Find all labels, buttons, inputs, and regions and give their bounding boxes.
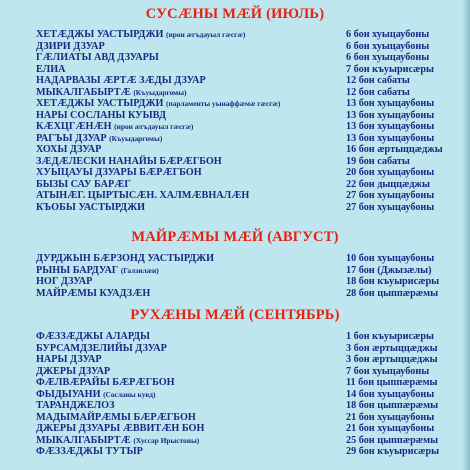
holiday-date: 16 бон æртыццæджы [346, 144, 443, 155]
holiday-note: (Сосланы кувд) [103, 389, 156, 399]
list-item [0, 265, 470, 277]
list-item [0, 41, 470, 53]
holiday-date: 18 бон къуырисæры [346, 276, 440, 287]
list-item [0, 389, 470, 401]
holiday-note: (ирон æгъдауыл гæсгæ) [166, 30, 246, 39]
holiday-note: (Галзилæн) [120, 265, 159, 275]
list-item [0, 87, 470, 99]
list-item [0, 253, 470, 265]
holiday-date: 29 бон къуырисæры [346, 446, 440, 457]
section-title-august: МАЙРÆМЫ МÆЙ (АВГУСТ) [131, 229, 339, 245]
holiday-name: БЫЗЫ САУ БАРÆГ [36, 178, 131, 190]
holiday-name: ДУРДЖЫН БÆРЗОНД УАСТЫРДЖИ [36, 253, 215, 264]
holiday-date: 25 бон цыппæрæмы [346, 434, 439, 446]
holiday-date: 27 бон хуыцаубоны [346, 201, 435, 213]
list-item [0, 98, 470, 110]
holiday-name: ХУЫЦАУЫ ДЗУАРЫ БÆРÆГБОН [36, 167, 202, 178]
holiday-name: НАРЫ СОСЛАНЫ КУЫВД [36, 109, 167, 121]
holiday-name: МАЙРÆМЫ КУАДЗÆН [36, 287, 151, 299]
holiday-list-july [0, 29, 470, 213]
holiday-name: ЕЛИА [36, 63, 66, 75]
holiday-name: ГÆЛИАТЫ АВД ДЗУАРЫ [36, 52, 159, 63]
holiday-list-august [0, 253, 470, 299]
holiday-name: МЫКАЛГАБЫРТÆ (Хуссар Ирыстоны) [36, 434, 200, 446]
holiday-date: 20 бон хуыцаубоны [346, 167, 435, 178]
holiday-note: (Хуссар Ирыстоны) [133, 435, 200, 445]
holiday-date: 12 бон сабаты [346, 75, 410, 86]
holiday-date: 22 бон дыццæджы [346, 178, 430, 190]
holiday-date: 7 бон хуыцаубоны [346, 365, 430, 377]
holiday-date: 12 бон сабаты [346, 86, 410, 98]
holiday-name: МАДЫМАЙРÆМЫ БÆРÆГБОН [36, 411, 196, 423]
holiday-name: НАРЫ ДЗУАР [36, 354, 102, 365]
holiday-date: 13 бон хуыцаубоны [346, 132, 435, 144]
list-item [0, 64, 470, 76]
holiday-date: 18 бон цыппæрæмы [346, 400, 439, 411]
holiday-date: 17 бон (Джызæлы) [346, 264, 432, 276]
holiday-note: (Къуыдаргомы) [109, 133, 163, 143]
holiday-name: ХЕТÆДЖЫ УАСТЫРДЖИ (ирон æгъдауыл гæсгæ) [36, 29, 246, 40]
holiday-name: ДЖЕРЫ ДЗУАРЫ ÆВВИТÆН БОН [36, 423, 205, 434]
holiday-date: 21 бон хуыцаубоны [346, 411, 435, 423]
list-item [0, 423, 470, 435]
holiday-name: ДЖЕРЫ ДЗУАР [36, 365, 111, 377]
holiday-name: ХЕТÆДЖЫ УАСТЫРДЖИ (парламенты уынаффæмæ гæсгæ) [36, 98, 281, 109]
list-item [0, 412, 470, 424]
holiday-name: ФЫДЫУАНИ (Сосланы кувд) [36, 388, 156, 400]
holiday-name: НАДАРВАЗЫ ÆРТÆ ЗÆДЫ ДЗУАР [36, 75, 206, 86]
holiday-date: 13 бон хуыцаубоны [346, 109, 435, 121]
holiday-date: 6 бон хуыцаубоны [346, 40, 430, 52]
holiday-date: 6 бон хуыцаубоны [346, 52, 430, 63]
list-item [0, 156, 470, 168]
list-item [0, 144, 470, 156]
list-item [0, 202, 470, 214]
holiday-date: 10 бон хуыцаубоны [346, 253, 435, 264]
list-item [0, 354, 470, 366]
holiday-name: КЪОБЫ УАСТЫРДЖИ [36, 201, 146, 213]
list-item [0, 121, 470, 133]
list-item [0, 377, 470, 389]
section-title-september: РУХÆНЫ МÆЙ (СЕНТЯБРЬ) [130, 307, 340, 323]
list-item [0, 366, 470, 378]
list-item [0, 190, 470, 202]
list-item [0, 435, 470, 447]
holiday-date: 3 бон æртыццæджы [346, 342, 438, 354]
page-fold-shadow [462, 0, 470, 470]
holiday-date: 21 бон хуыцаубоны [346, 423, 435, 434]
holiday-name: РЫНЫ БАРДУАГ (Галзилæн) [36, 264, 159, 276]
holiday-name: КÆХЦГÆНÆН (ирон æгъдауыл гæсгæ) [36, 121, 194, 132]
holiday-name: ХОХЫ ДЗУАР [36, 144, 102, 155]
holiday-date: 7 бон къуырисæры [346, 63, 435, 75]
list-item [0, 29, 470, 41]
holiday-name: ФÆЗЗÆДЖЫ АЛАРДЫ [36, 331, 150, 342]
holiday-note: (ирон æгъдауыл гæсгæ) [114, 122, 194, 131]
holiday-date: 28 бон цыппæрæмы [346, 287, 439, 299]
list-item [0, 179, 470, 191]
holiday-name: МЫКАЛГАБЫРТÆ (Къуыдаргомы) [36, 86, 187, 98]
holiday-date: 3 бон æртыццæджы [346, 354, 438, 365]
holiday-date: 11 бон цыппæрæмы [346, 377, 438, 388]
holiday-date: 6 бон хуыцаубоны [346, 29, 430, 40]
holiday-name: ФÆЗЗÆДЖЫ ТУТЫР [36, 446, 143, 457]
holiday-date: 14 бон хуыцаубоны [346, 388, 435, 400]
list-item [0, 276, 470, 288]
section-title-july: СУСÆНЫ МÆЙ (ИЮЛЬ) [145, 6, 325, 22]
holiday-name: БУРСАМДЗЕЛИЙЫ ДЗУАР [36, 342, 167, 354]
list-item [0, 288, 470, 300]
list-item [0, 52, 470, 64]
holiday-name: ТАРАНДЖЕЛОЗ [36, 400, 115, 411]
list-item [0, 133, 470, 145]
holiday-date: 27 бон хуыцаубоны [346, 190, 435, 201]
list-item [0, 110, 470, 122]
holiday-note: (парламенты уынаффæмæ гæсгæ) [166, 99, 281, 108]
holiday-name: ЗÆДÆЛЕСКИ НАНАЙЫ БÆРÆГБОН [36, 155, 222, 167]
holiday-date: 13 бон хуыцаубоны [346, 98, 435, 109]
holiday-name: РАГЪЫ ДЗУАР (Къуыдаргомы) [36, 132, 163, 144]
list-item [0, 446, 470, 458]
holiday-note: (Къуыдаргомы) [133, 87, 187, 97]
list-item [0, 167, 470, 179]
list-item [0, 400, 470, 412]
holiday-name: ФÆЛВÆРАЙЫ БÆРÆГБОН [36, 377, 175, 388]
holiday-date: 19 бон сабаты [346, 155, 410, 167]
holiday-list-september [0, 331, 470, 458]
holiday-name: АТЫНÆГ. ЦЫРТЫСÆН. ХАЛМÆВНАЛÆН [36, 190, 250, 201]
holiday-date: 13 бон хуыцаубоны [346, 121, 435, 132]
holiday-name: НОГ ДЗУАР [36, 276, 93, 287]
holiday-name: ДЗИРИ ДЗУАР [36, 40, 105, 52]
list-item [0, 331, 470, 343]
holiday-date: 1 бон къуырисæры [346, 331, 435, 342]
list-item [0, 75, 470, 87]
list-item [0, 343, 470, 355]
